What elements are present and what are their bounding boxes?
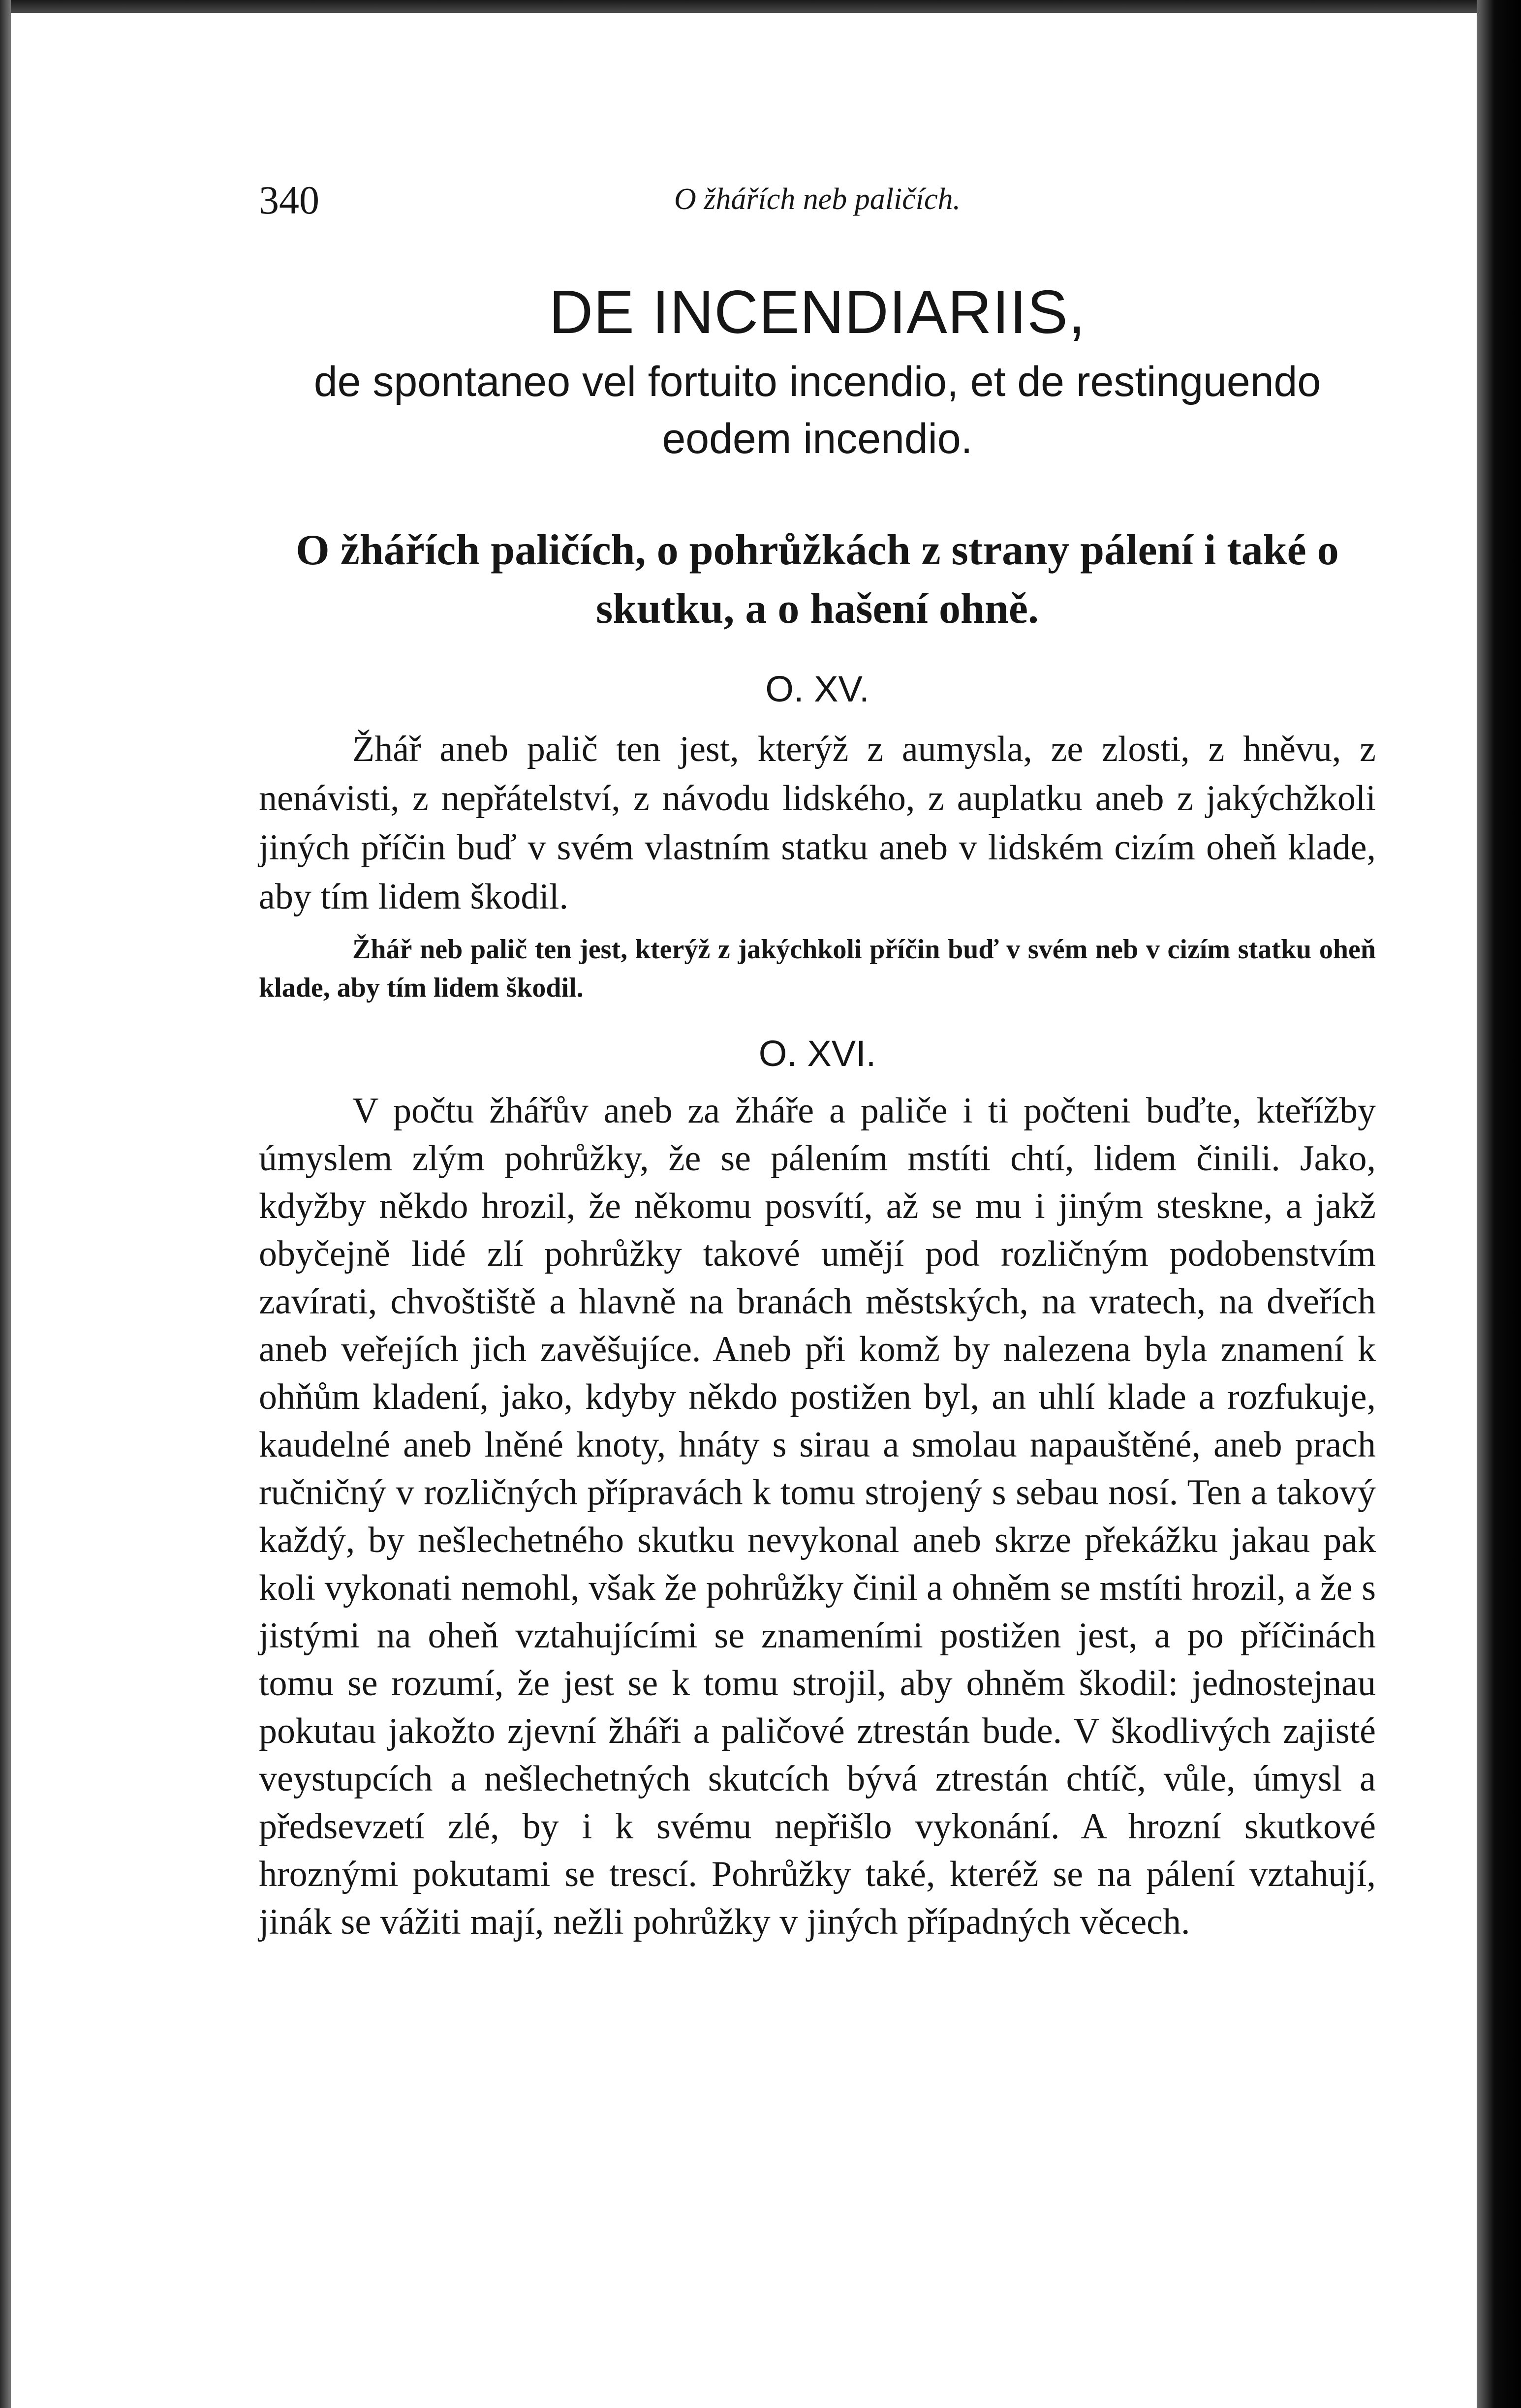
section-heading-xvi: O. XVI. xyxy=(758,1033,876,1074)
page-number: 340 xyxy=(259,178,319,222)
book-page xyxy=(259,177,1376,1946)
section-text-xv: Žhář aneb palič ten jest, kterýž z aumysla, ze zlosti, z hněvu, z nenávisti, z nepřátelství, z návodu lidského, z auplatku aneb z jakýchžkoli jiných příčin buď v svém vlastním statku aneb v lidském cizím oheň klade, aby tím lidem škodil. xyxy=(259,729,1376,917)
czech-title: O žhářích paličích, o pohrůžkách z strany pálení i také o skutku, a o hašení ohně. xyxy=(296,526,1339,633)
running-head xyxy=(259,177,1376,231)
scan-edge-left xyxy=(0,0,11,2408)
section-summary-xv: Žhář neb palič ten jest, kterýž z jakýchkoli příčin buď v svém neb v cizím statku oheň klade, aby tím lidem škodil. xyxy=(259,934,1376,1003)
scan-edge-right xyxy=(1477,0,1521,2408)
scan-edge-top xyxy=(0,0,1521,13)
section-text-xvi: V počtu žhářův aneb za žháře a paliče i ti počteni buďte, kteřížby úmyslem zlým pohrůžky, že se pálením mstíti chtí, lidem činili. Jako, kdyžby někdo hrozil, že někomu posvítí, až se mu i jiným steskne, a jakž obyčejně lidé zlí pohrůžky takové umějí pod rozličným podobenstvím zavírati, chvoštiště a hlavně na branách městských, na vratech, na dveřích aneb veřejích jich zavěšujíce. Aneb při komž by nalezena byla znamení k ohňům kladení, jako, kdyby někdo postižen byl, an uhlí klade a rozfukuje, kaudelné aneb lněné knoty, hnáty s sirau a smolau napauštěné, aneb prach ručničný v rozličných přípravách k tomu strojený s sebau nosí. Ten a takový každý, by nešlechetného skutku nevykonal aneb skrze překážku jakau pak koli vykonati nemohl, však že pohrůžky činil a ohněm se mstíti hrozil, a že s jistými na oheň vztahujícími se znameními postižen jest, a po příčinách tomu se rozumí, že jest se k tomu strojil, aby ohněm škodil: jednostejnau pokutau jakožto zjevní žháři a paličové ztrestán bude. V škodlivých zajisté veystupcích a nešlechetných skutcích bývá ztrestán chtíč, vůle, úmysl a předsevzetí zlé, by i k svému nepřišlo vykonání. A hrozní skutkové hroznými pokutami se trescí. Pohrůžky také, kteréž se na pálení vztahují, jinák se vážiti mají, nežli pohrůžky v jiných případných věcech. xyxy=(259,1090,1376,1942)
latin-title: DE INCENDIARIIS, xyxy=(549,278,1086,346)
section-heading-xv: O. XV. xyxy=(765,668,869,709)
running-title: O žhářích neb paličích. xyxy=(674,183,961,216)
latin-subtitle: de spontaneo vel fortuito incendio, et de restinguendo eodem incendio. xyxy=(313,358,1321,463)
